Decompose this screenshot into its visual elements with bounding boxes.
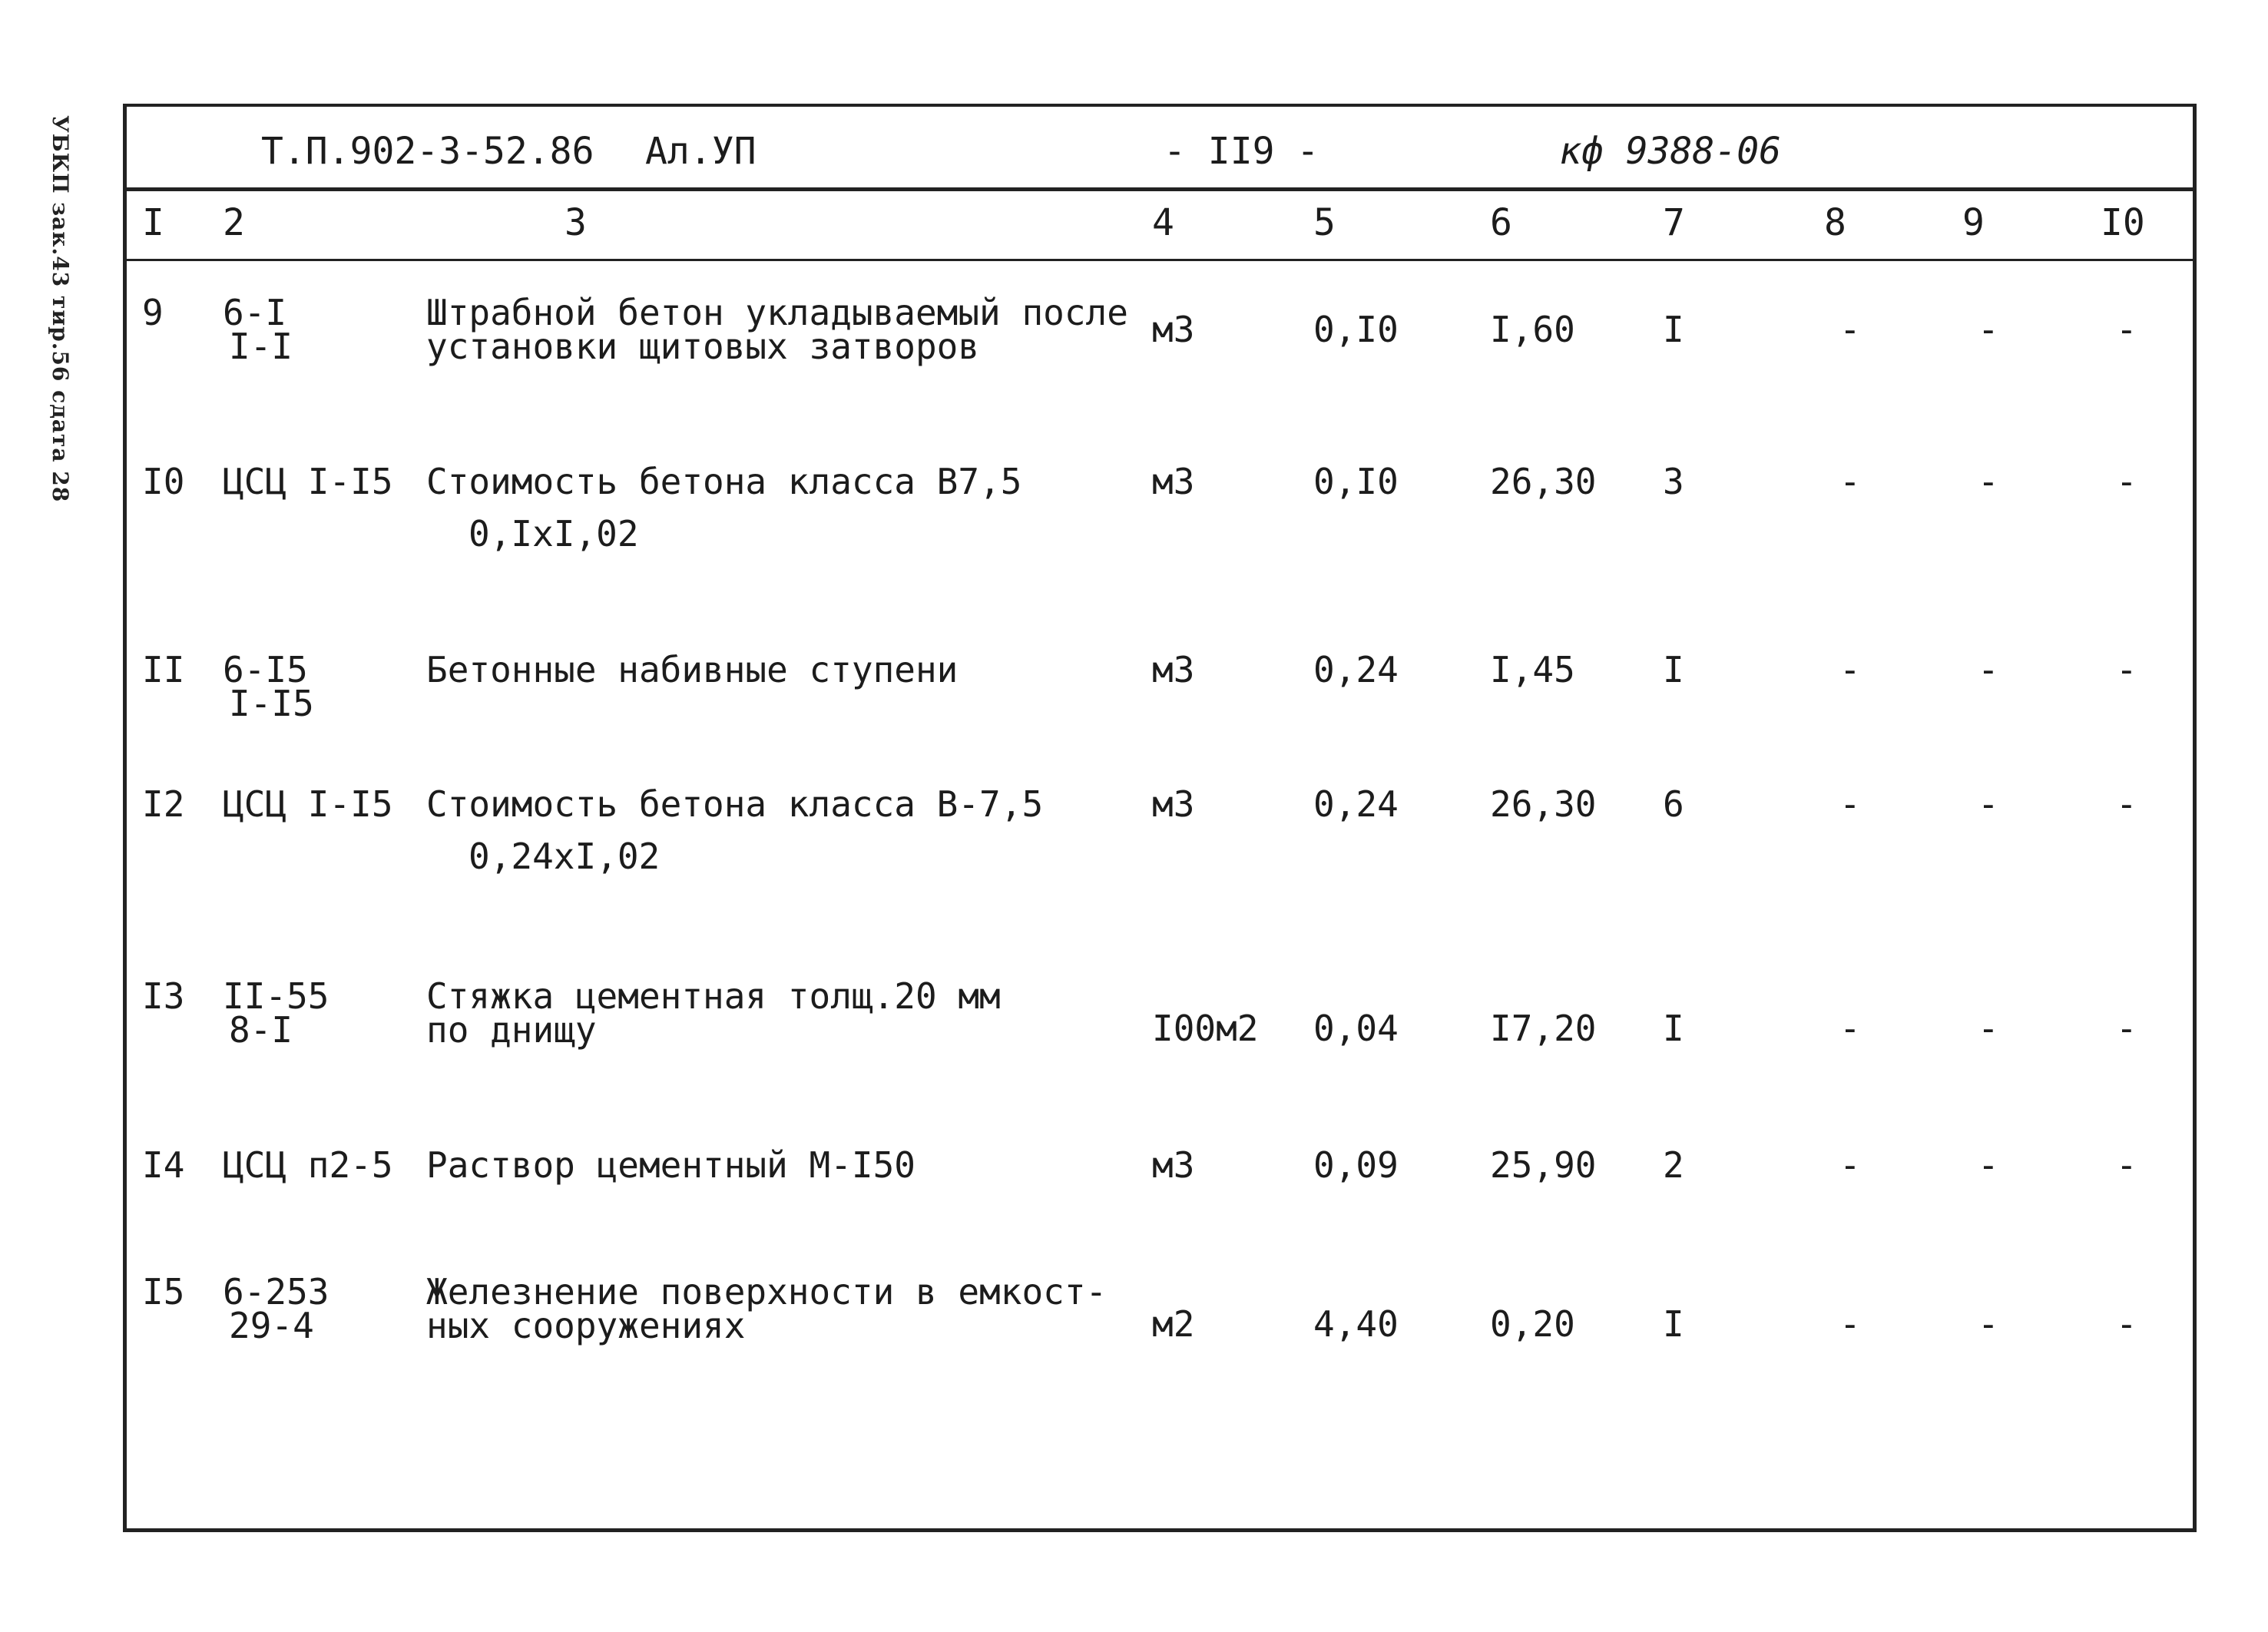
- column-9-value: -: [1978, 1303, 1999, 1345]
- unit-price: 26,30: [1490, 783, 1597, 825]
- column-8-value: -: [1839, 1144, 1861, 1186]
- work-description: Стоимость бетона класса В7,5: [426, 461, 1022, 502]
- column-10-value: -: [2116, 649, 2137, 690]
- norm-code: II-55: [223, 975, 329, 1017]
- column-header-10: I0: [2101, 201, 2145, 244]
- header: [127, 107, 2193, 191]
- column-header-3: 3: [565, 201, 587, 244]
- column-10-value: -: [2116, 1008, 2137, 1049]
- column-header-1: I: [142, 201, 164, 244]
- column-header-7: 7: [1663, 201, 1685, 244]
- column-7-value: 2: [1663, 1144, 1684, 1186]
- column-8-value: -: [1839, 1008, 1861, 1049]
- column-10-value: -: [2116, 461, 2137, 502]
- column-9-value: -: [1978, 1144, 1999, 1186]
- quantity: 0,I0: [1313, 309, 1399, 350]
- quantity: 0,24: [1313, 649, 1399, 690]
- row-number: I3: [142, 975, 185, 1017]
- row-number: I0: [142, 461, 185, 502]
- document-frame: [123, 104, 2197, 1532]
- column-header-6: 6: [1490, 201, 1512, 244]
- column-header-4: 4: [1152, 201, 1174, 244]
- column-7-value: I: [1663, 1008, 1684, 1049]
- unit: м3: [1152, 461, 1195, 502]
- column-8-value: -: [1839, 309, 1861, 350]
- column-7-value: 6: [1663, 783, 1684, 825]
- column-header-9: 9: [1962, 201, 1985, 244]
- column-header-5: 5: [1313, 201, 1336, 244]
- norm-code: 29-4: [229, 1305, 314, 1346]
- unit-price: I,60: [1490, 309, 1575, 350]
- column-10-value: -: [2116, 783, 2137, 825]
- unit: м3: [1152, 1144, 1195, 1186]
- column-9-value: -: [1978, 783, 1999, 825]
- column-9-value: -: [1978, 461, 1999, 502]
- column-8-value: -: [1839, 461, 1861, 502]
- doc-index: кф 9388-06: [1559, 130, 1781, 173]
- unit-price: I,45: [1490, 649, 1575, 690]
- quantity: 0,04: [1313, 1008, 1399, 1049]
- norm-code: 6-253: [223, 1271, 329, 1313]
- column-8-value: -: [1839, 649, 1861, 690]
- unit-price: 25,90: [1490, 1144, 1597, 1186]
- column-10-value: -: [2116, 1303, 2137, 1345]
- margin-note: УБКП зак.43 тир.56 сдата 28: [48, 115, 73, 503]
- work-description: установки щитовых затворов: [426, 326, 980, 367]
- row-number: II: [142, 649, 185, 690]
- work-description: 0,24xI,02: [468, 836, 661, 877]
- doc-code: Т.П.902-3-52.86: [261, 130, 594, 173]
- norm-code: I-I5: [229, 683, 314, 724]
- column-8-value: -: [1839, 783, 1861, 825]
- work-description: Стоимость бетона класса В-7,5: [426, 783, 1044, 825]
- unit: м3: [1152, 649, 1195, 690]
- work-description: Стяжка цементная толщ.20 мм: [426, 975, 1001, 1017]
- column-9-value: -: [1978, 649, 1999, 690]
- work-description: Раствор цементный М-I50: [426, 1144, 915, 1186]
- column-9-value: -: [1978, 309, 1999, 350]
- row-number: 9: [142, 292, 164, 333]
- quantity: 0,I0: [1313, 461, 1399, 502]
- column-10-value: -: [2116, 309, 2137, 350]
- sheet-label: Ал.УП: [645, 130, 757, 173]
- work-description: Штрабной бетон укладываемый после: [426, 292, 1128, 333]
- column-7-value: 3: [1663, 461, 1684, 502]
- page-number: - II9 -: [1164, 130, 1319, 173]
- unit-price: 0,20: [1490, 1303, 1575, 1345]
- norm-code: ЦСЦ I-I5: [223, 461, 393, 502]
- column-8-value: -: [1839, 1303, 1861, 1345]
- work-description: 0,IxI,02: [468, 513, 639, 554]
- column-header-8: 8: [1824, 201, 1846, 244]
- norm-code: ЦСЦ п2-5: [223, 1144, 393, 1186]
- work-description: ных сооружениях: [426, 1305, 746, 1346]
- norm-code: 8-I: [229, 1009, 293, 1051]
- quantity: 4,40: [1313, 1303, 1399, 1345]
- norm-code: ЦСЦ I-I5: [223, 783, 393, 825]
- work-description: по днищу: [426, 1009, 597, 1051]
- norm-code: 6-I: [223, 292, 287, 333]
- column-9-value: -: [1978, 1008, 1999, 1049]
- unit: м3: [1152, 783, 1195, 825]
- column-7-value: I: [1663, 649, 1684, 690]
- work-description: Железнение поверхности в емкост-: [426, 1271, 1108, 1313]
- unit: I00м2: [1152, 1008, 1259, 1049]
- column-header-2: 2: [223, 201, 245, 244]
- unit-price: 26,30: [1490, 461, 1597, 502]
- column-10-value: -: [2116, 1144, 2137, 1186]
- norm-code: I-I: [229, 326, 293, 367]
- column-header-divider: [127, 259, 2193, 261]
- column-7-value: I: [1663, 309, 1684, 350]
- quantity: 0,24: [1313, 783, 1399, 825]
- row-number: I5: [142, 1271, 185, 1313]
- column-7-value: I: [1663, 1303, 1684, 1345]
- unit-price: I7,20: [1490, 1008, 1597, 1049]
- norm-code: 6-I5: [223, 649, 308, 690]
- work-description: Бетонные набивные ступени: [426, 649, 959, 690]
- unit: м3: [1152, 309, 1195, 350]
- unit: м2: [1152, 1303, 1195, 1345]
- row-number: I2: [142, 783, 185, 825]
- quantity: 0,09: [1313, 1144, 1399, 1186]
- row-number: I4: [142, 1144, 185, 1186]
